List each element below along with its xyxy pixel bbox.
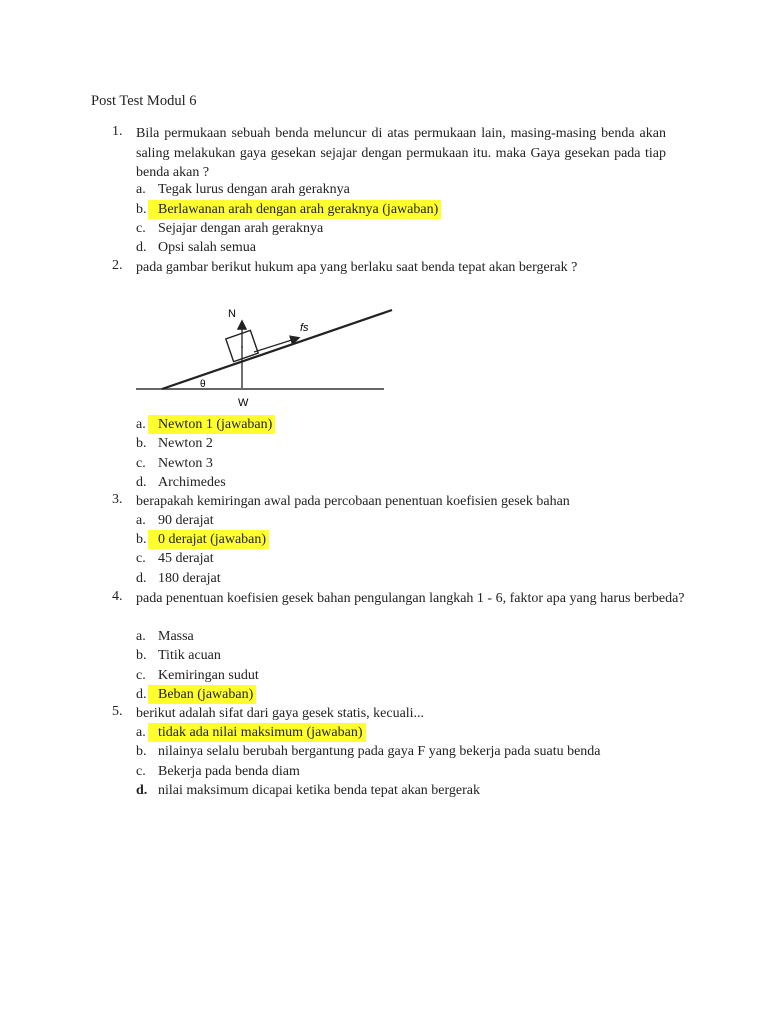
question-text: berapakah kemiringan awal pada percobaan penentuan koefisien gesek bahan [136, 494, 570, 509]
angle-label: θ [200, 379, 206, 390]
question-number: 1. [112, 124, 123, 139]
question-text: pada penentuan koefisien gesek bahan pengulangan langkah 1 - 6, faktor apa yang harus berbeda? [136, 591, 685, 606]
question-number: 3. [112, 492, 123, 507]
normal-label: N [228, 308, 236, 320]
friction-label: fs [300, 322, 309, 334]
question-text: berikut adalah sifat dari gaya gesek statis, kecuali... [136, 706, 425, 721]
question-number: 4. [112, 589, 123, 604]
document-title: Post Test Modul 6 [91, 93, 197, 109]
question-text: pada gambar berikut hukum apa yang berlaku saat benda tepat akan bergerak ? [136, 260, 578, 275]
question-number: 2. [112, 258, 123, 273]
inclined-plane-figure [128, 300, 398, 415]
question-text: Bila permukaan sebuah benda meluncur di atas permukaan lain, masing-masing benda akan saling melakukan gaya gesekan sejajar dengan permukaan itu. maka Gaya gesekan pada tiap benda akan ? [136, 126, 666, 180]
incline-line [162, 310, 392, 389]
question-number: 5. [112, 704, 123, 719]
weight-label: W [238, 397, 249, 409]
